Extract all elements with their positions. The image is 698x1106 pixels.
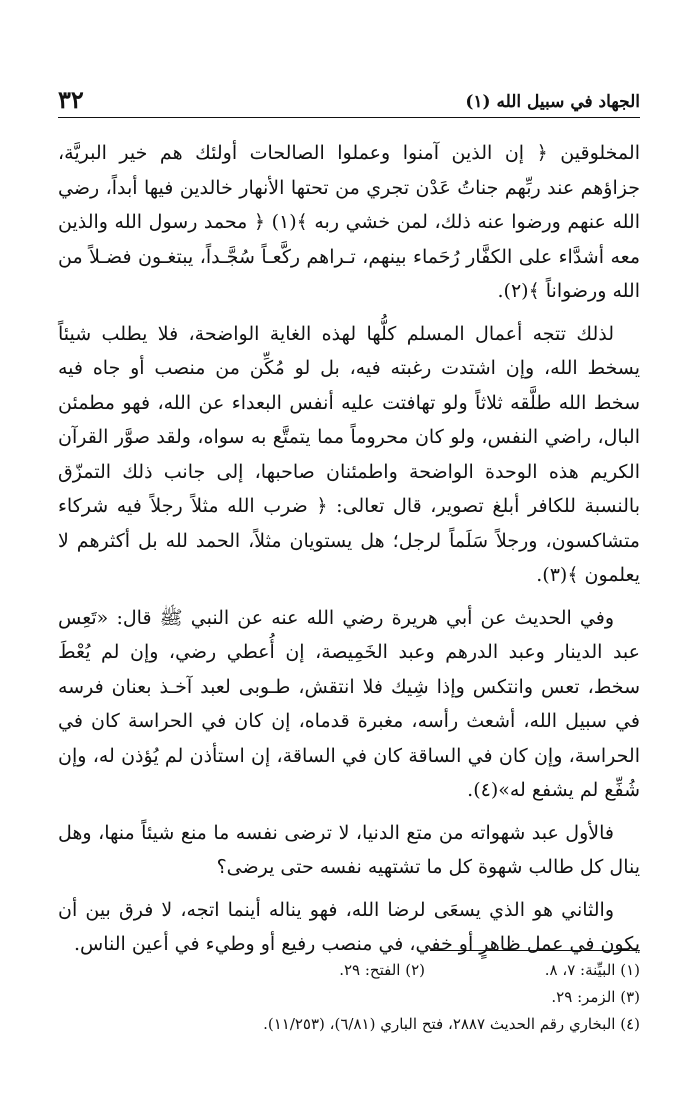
paragraph-5: والثاني هو الذي يسعَى لرضا الله، فهو يناله أينما اتجه، لا فرق بين أن يكون في عمل ظاهرٍ أو خفي، في منصب رفيع أو وطيء في أعين الناس. <box>58 898 640 955</box>
footnote-2: (٢) الفتح: ٢٩. <box>339 961 425 979</box>
paragraph-1: المخلوقين ﴿ إن الذين آمنوا وعملوا الصالحات أولئك هم خير البريَّة، جزاؤهم عند ربِّهم جناتُ عَدْن تجري من تحتها الأنهار خالدين فيها أبداً، رضي الله عنهم ورضوا عنه ذلك، لمن خشي ربه ﴾(١) ﴿ محمد رسول الله والذين معه أشدَّاء على الكفَّار رُحَماء بينهم، تـراهم ركَّعـاً سُجَّـداً، يبتغـون فضـلاً من الله ورضواناً ﴾(٢). <box>58 142 640 302</box>
paragraph-2: لذلك تتجه أعمال المسلم كلُّها لهذه الغاية الواضحة، فلا يطلب شيئاً يسخط الله، وإن اشتدت رغبته فيه، بل لو مُكِّن من منصب أو جاه فيه سخط الله طلَّقه ثلاثاً ولو تهافتت عليه أنفس البعداء عن الله، فهو مطمئن البال، راضي النفس، ولو كان محروماً مما يتمتَّع به سواه، ولقد صوَّر القرآن الكريم هذه الوحدة الواضحة واطمئنان صاحبها، إلى جانب ذلك التمزّق بالنسبة للكافر أبلغ تصوير، قال تعالى: ﴿ ضرب الله مثلاً رجلاً فيه شركاء متشاكسون، ورجلاً سَلَماً لرجل؛ هل يستويان مثلاً، الحمد لله بل أكثرهم لا يعلمون ﴾(٣). <box>58 322 640 586</box>
footnote-3: (٣) الزمر: ٢٩. <box>551 988 640 1006</box>
footnote-divider <box>430 950 640 951</box>
footnote-4: (٤) البخاري رقم الحديث ٢٨٨٧، فتح الباري (٦/٨١)، (١١/٢٥٣). <box>263 1015 640 1033</box>
page-header <box>58 82 640 118</box>
footnotes <box>58 950 640 1038</box>
running-title: الجهاد في سبيل الله (١) <box>465 92 640 112</box>
paragraph-3: وفي الحديث عن أبي هريرة رضي الله عنه عن النبي ﷺ قال: «تَعِس عبد الدينار وعبد الدرهم وعبد الخَمِيصة، إن أُعطي رضي، وإن لم يُعْطَ سخط، تعس وانتكس وإذا شِيك فلا انتقش، طـوبى لعبد آخـذ بعنان فرسه في سبيل الله، أشعث رأسه، مغبرة قدماه، إن كان في الحراسة كان في الحراسة، وإن كان في الساقة كان في الساقة، إن استأذن لم يُؤذن له، وإن شُفِّع لم يشفع له»(٤). <box>58 606 640 801</box>
main-text <box>58 136 640 970</box>
footnote-row-1 <box>58 957 640 984</box>
paragraph-4: فالأول عبد شهواته من متع الدنيا، لا ترضى نفسه ما منع شيئاً منها، وهل ينال كل طالب شهوة كل ما تشتهيه نفسه حتى يرضى؟ <box>58 821 640 878</box>
footnote-1: (١) البيِّنة: ٧، ٨. <box>544 961 640 979</box>
page-number: ٣٢ <box>58 85 84 114</box>
